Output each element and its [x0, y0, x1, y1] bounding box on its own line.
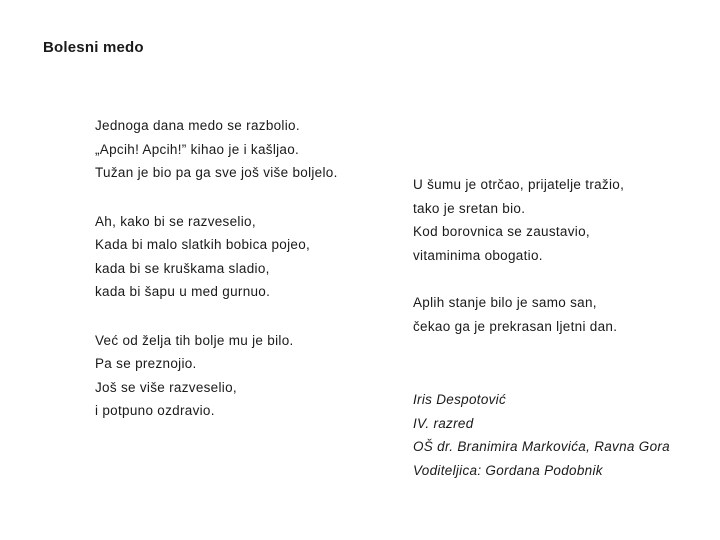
poem-line: čekao ga je prekrasan ljetni dan.	[413, 318, 618, 334]
stanza-5	[413, 291, 670, 338]
poem-line: i potpuno ozdravio.	[95, 403, 215, 418]
poem-title: Bolesni medo	[43, 39, 144, 56]
poem-line: Jednoga dana medo se razbolio.	[95, 118, 300, 133]
author-mentor: Voditeljica: Gordana Podobnik	[413, 462, 603, 478]
poem-line: kada bi šapu u med gurnuo.	[95, 284, 271, 299]
poem-line: Već od želja tih bolje mu je bilo.	[95, 332, 294, 348]
poem-line: Kod borovnica se zaustavio,	[413, 224, 590, 239]
right-column	[413, 173, 670, 482]
author-name: Iris Despotović	[413, 392, 507, 407]
poem-line: Aplih stanje bilo je samo san,	[413, 295, 597, 310]
poem-line: kada bi se kruškama sladio,	[95, 260, 270, 276]
author-grade: IV. razred	[413, 415, 474, 431]
stanza-3	[95, 329, 338, 423]
poem-line: vitaminima obogatio.	[413, 247, 543, 263]
poem-line: „Apcih! Apcih!” kihao je i kašljao.	[95, 141, 300, 157]
stanza-4	[413, 173, 670, 267]
poem-line: tako je sretan bio.	[413, 200, 526, 216]
stanza-2	[95, 210, 338, 304]
poem-line: Tužan je bio pa ga sve još više boljelo.	[95, 165, 338, 180]
poem-line: Još se više razveselio,	[95, 379, 237, 395]
poem-line: Pa se preznojio.	[95, 356, 197, 371]
stanza-1	[95, 114, 338, 185]
poem-line: Kada bi malo slatkih bobica pojeo,	[95, 237, 311, 252]
poem-line: U šumu je otrčao, prijatelje tražio,	[413, 177, 625, 192]
author-school: OŠ dr. Branimira Markovića, Ravna Gora	[413, 439, 670, 454]
left-column	[95, 114, 338, 423]
author-signature	[413, 388, 670, 482]
poem-line: Ah, kako bi se razveselio,	[95, 213, 256, 229]
